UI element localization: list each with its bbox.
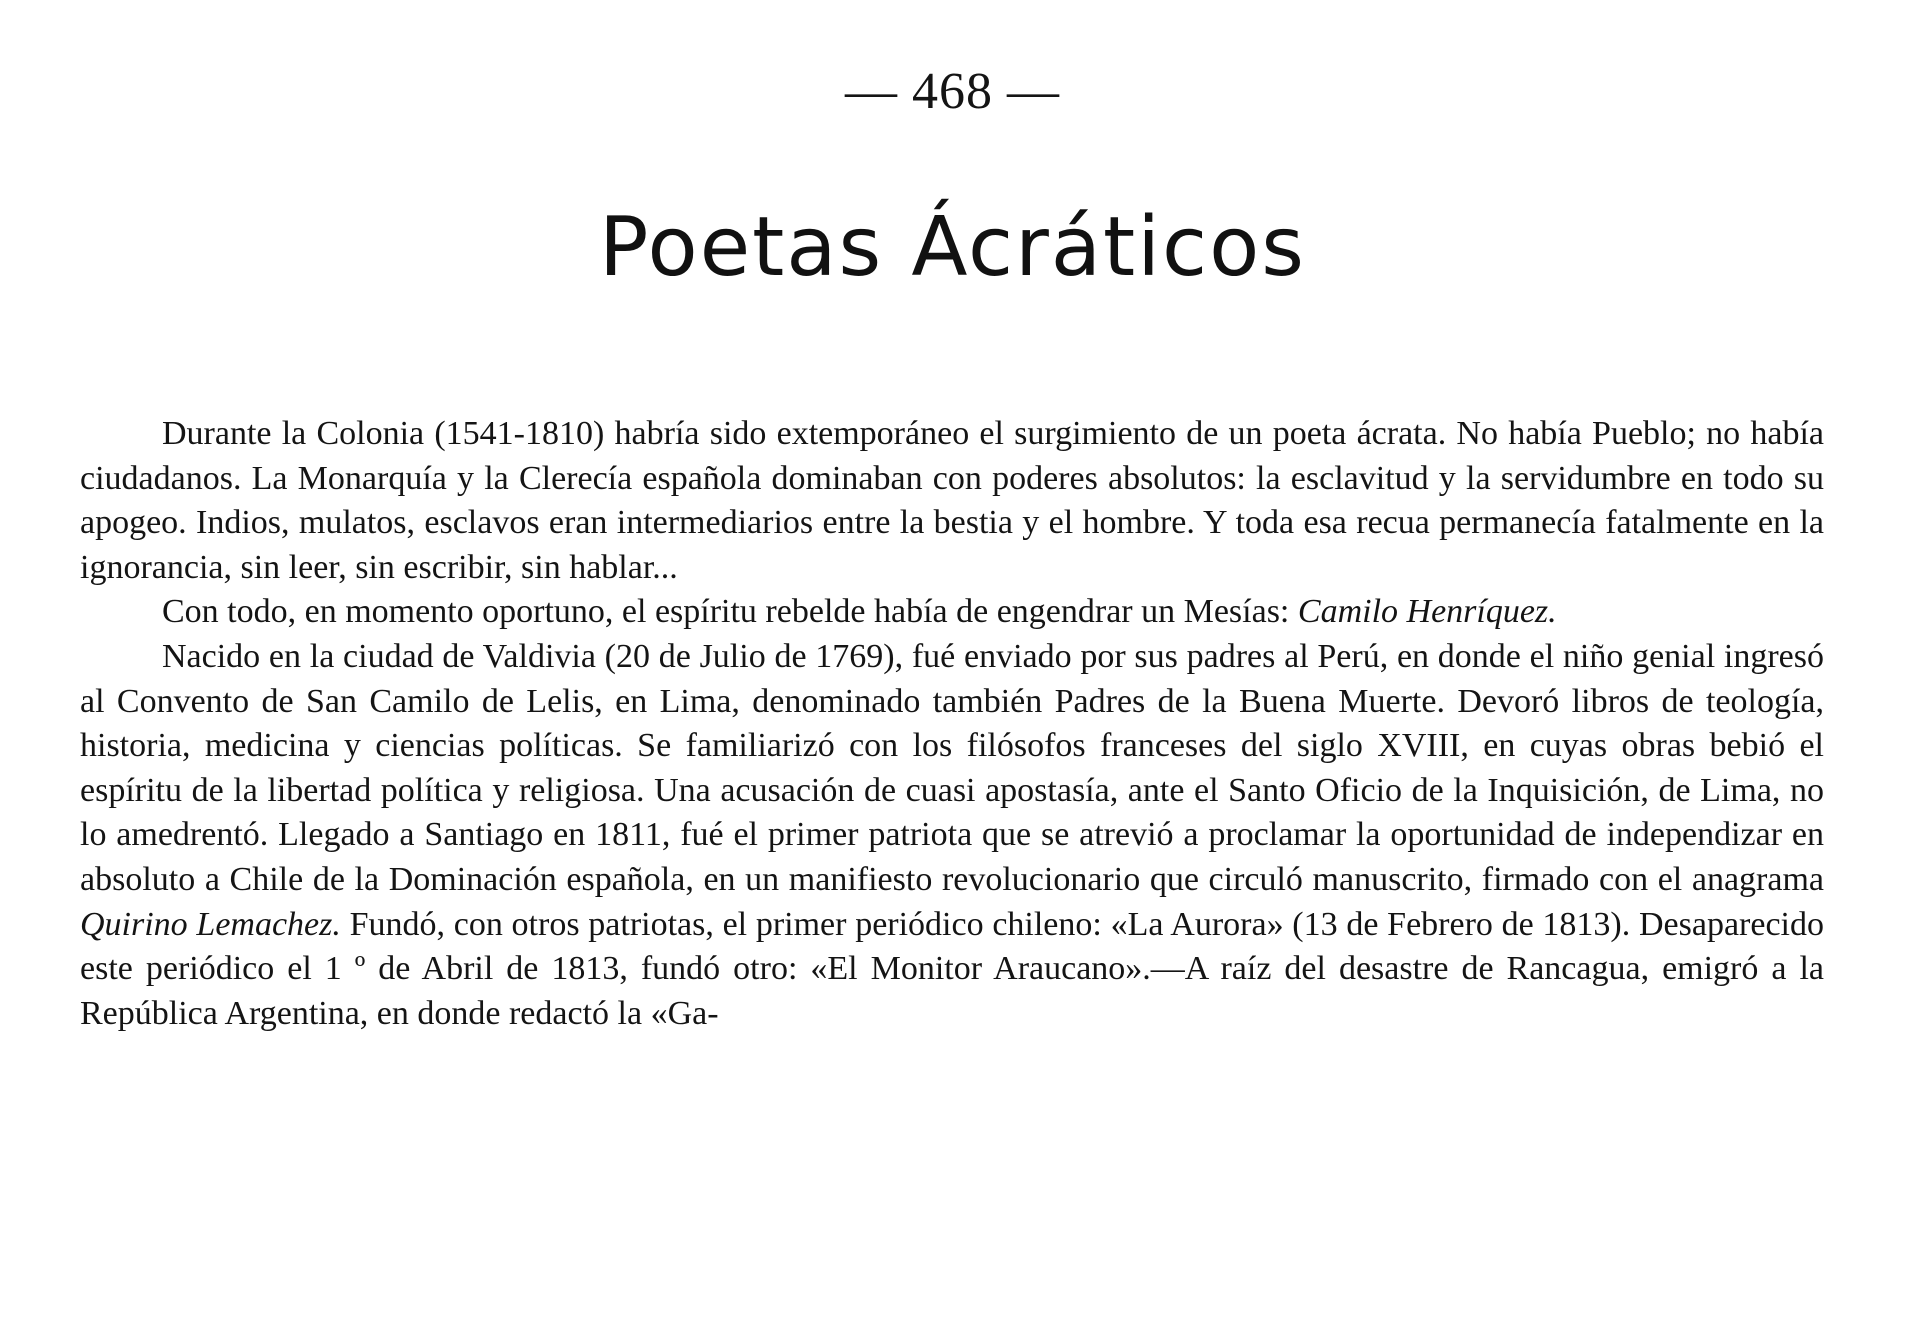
paragraph [80, 635, 1824, 1036]
paragraph [80, 590, 1824, 635]
text-segment: Fundó, con otros patriotas, el primer periódico chileno: «La Aurora» (13 de Febrero de 1813). Desaparecido este periódico el 1 º de Abril de 1813, fundó otro: «El Monitor Araucano».—A raíz del desastre de Rancagua, emigró a la República Argentina, en donde redactó la «Ga- [80, 905, 1824, 1032]
italic-name: Camilo Henríquez. [1297, 593, 1557, 631]
text-segment: Nacido en la ciudad de Valdivia (20 de Julio de 1769), fué enviado por sus padres al Perú, en donde el niño genial ingresó al Convento de San Camilo de Lelis, en Lima, denominado también Padres de la Buena Muerte. Devoró libros de teología, historia, medicina y ciencias políticas. Se familiarizó con los filósofos franceses del siglo XVIII, en cuyas obras bebió el espíritu de la libertad política y religiosa. Una acusación de cuasi apostasía, ante el Santo Oficio de la Inquisición, de Lima, no lo amedrentó. Llegado a Santiago en 1811, fué el primer patriota que se atrevió a proclamar la oportunidad de independizar en absoluto a Chile de la Dominación española, en un manifiesto revolucionario que circuló manuscrito, firmado con el anagrama [80, 637, 1824, 898]
text-segment: Con todo, en momento oportuno, el espíritu rebelde había de engendrar un Mesías: [162, 593, 1298, 631]
text-segment: Durante la Colonia (1541-1810) habría sido extemporáneo el surgimiento de un poeta ácrata. No había Pueblo; no había ciudadanos. La Monarquía y la Clerecía española dominaban con poderes absolutos: la esclavitud y la servidumbre en todo su apogeo. Indios, mulatos, esclavos eran intermediarios entre la bestia y el hombre. Y toda esa recua permanecía fatalmente en la ignorancia, sin leer, sin escribir, sin hablar... [80, 415, 1824, 586]
italic-name: Quirino Lemachez. [80, 905, 341, 943]
paragraph [80, 412, 1824, 590]
body-text [80, 412, 1824, 1036]
page-title: Poetas Ácráticos [599, 200, 1306, 295]
page-number: — 468 — [845, 63, 1060, 120]
